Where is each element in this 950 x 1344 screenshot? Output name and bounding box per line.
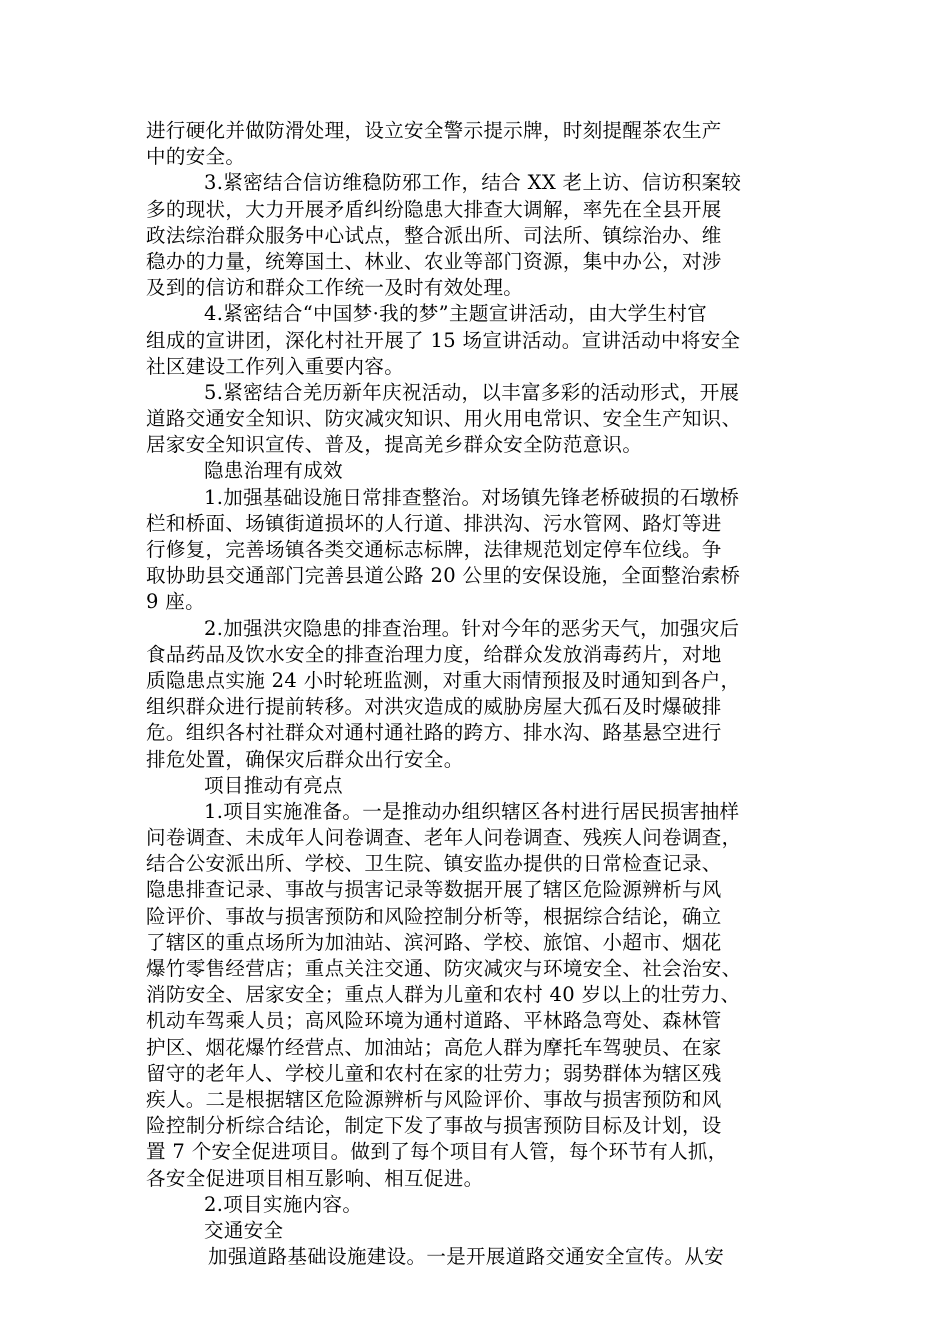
text-line: 组织群众进行提前转移。对洪灾造成的威胁房屋大孤石及时爆破排 [146,695,722,719]
text-line: 护区、烟花爆竹经营点、加油站；高危人群为摩托车驾驶员、在家 [146,1035,722,1059]
text-line: 及到的信访和群众工作统一及时有效处理。 [146,276,524,300]
text-line: 排危处置，确保灾后群众出行安全。 [146,747,464,771]
text-line: 爆竹零售经营店；重点关注交通、防灾减灾与环境安全、社会治安、 [146,957,742,980]
text-line: 取协助县交通部门完善县道公路 20 公里的安保设施，全面整治索桥 [146,564,741,588]
text-line: 消防安全、居家安全；重点人群为儿童和农村 40 岁以上的壮劳力、 [146,983,741,1007]
paragraph-start-line: 4.紧密结合“中国梦·我的梦”主题宣讲活动，由大学生村官 [204,302,708,326]
section-heading: 交通安全 [204,1218,284,1242]
text-line: 进行硬化并做防滑处理，设立安全警示提示牌，时刻提醒茶农生产 [146,119,722,142]
paragraph-start-line: 2.项目实施内容。 [204,1192,363,1216]
document-body [146,118,828,1270]
section-heading: 隐患治理有成效 [204,459,343,483]
paragraph-start-line: 2.加强洪灾隐患的排查治理。针对今年的恶劣天气，加强灾后 [204,616,740,640]
text-line: 9 座。 [146,590,206,614]
text-line: 质隐患点实施 24 小时轮班监测，对重大雨情预报及时通知到各户， [146,668,741,692]
text-line: 食品药品及饮水安全的排查治理力度，给群众发放消毒药片，对地 [146,642,722,666]
text-line: 险评价、事故与损害预防和风险控制分析等，根据综合结论，确立 [146,904,722,928]
text-line: 社区建设工作列入重要内容。 [146,354,405,378]
text-line: 危。组织各村社群众对通村通社路的跨方、排水沟、路基悬空进行 [146,721,722,745]
text-line: 中的安全。 [146,145,246,169]
paragraph-start-line: 1.加强基础设施日常排查整治。对场镇先锋老桥破损的石墩桥 [204,485,740,509]
text-line: 机动车驾乘人员；高风险环境为通村道路、平林路急弯处、森林管 [146,1009,722,1033]
text-line: 栏和桥面、场镇街道损坏的人行道、排洪沟、污水管网、路灯等进 [146,511,722,535]
text-line: 各安全促进项目相互影响、相互促进。 [146,1166,484,1190]
text-line: 行修复，完善场镇各类交通标志标牌，法律规范划定停车位线。争 [146,538,722,561]
paragraph-start-line: 加强道路基础设施建设。一是开展道路交通安全宣传。从安 [208,1245,725,1269]
text-line: 置 7 个安全促进项目。做到了每个项目有人管，每个环节有人抓， [146,1140,728,1164]
text-line: 居家安全知识宣传、普及，提高羌乡群众安全防范意识。 [146,433,643,457]
text-line: 问卷调查、未成年人问卷调查、老年人问卷调查、残疾人问卷调查， [146,826,742,850]
text-line: 稳办的力量，统筹国土、林业、农业等部门资源，集中办公，对涉 [146,249,722,273]
text-line: 道路交通安全知识、防灾减灾知识、用火用电常识、安全生产知识、 [146,407,742,431]
section-heading: 项目推动有亮点 [204,773,343,797]
text-line: 结合公安派出所、学校、卫生院、镇安监办提供的日常检查记录、 [146,852,722,876]
text-line: 疾人。二是根据辖区危险源辨析与风险评价、事故与损害预防和风 [146,1087,722,1111]
text-line: 多的现状，大力开展矛盾纠纷隐患大排查大调解，率先在全县开展 [146,197,722,221]
text-line: 留守的老年人、学校儿童和农村在家的壮劳力；弱势群体为辖区残 [146,1061,722,1085]
paragraph-start-line: 1.项目实施准备。一是推动办组织辖区各村进行居民损害抽样 [204,799,740,823]
paragraph-start-line: 5.紧密结合羌历新年庆祝活动，以丰富多彩的活动形式，开展 [204,380,740,404]
paragraph-start-line: 3.紧密结合信访维稳防邪工作，结合 XX 老上访、信访积案较 [204,171,742,195]
text-line: 政法综治群众服务中心试点，整合派出所、司法所、镇综治办、维 [146,223,722,247]
text-line: 了辖区的重点场所为加油站、滨河路、学校、旅馆、小超市、烟花 [146,930,722,954]
text-line: 隐患排查记录、事故与损害记录等数据开展了辖区危险源辨析与风 [146,878,722,902]
text-line: 险控制分析综合结论，制定下发了事故与损害预防目标及计划，设 [146,1114,722,1138]
text-line: 组成的宣讲团，深化村社开展了 15 场宣讲活动。宣讲活动中将安全 [146,328,741,352]
